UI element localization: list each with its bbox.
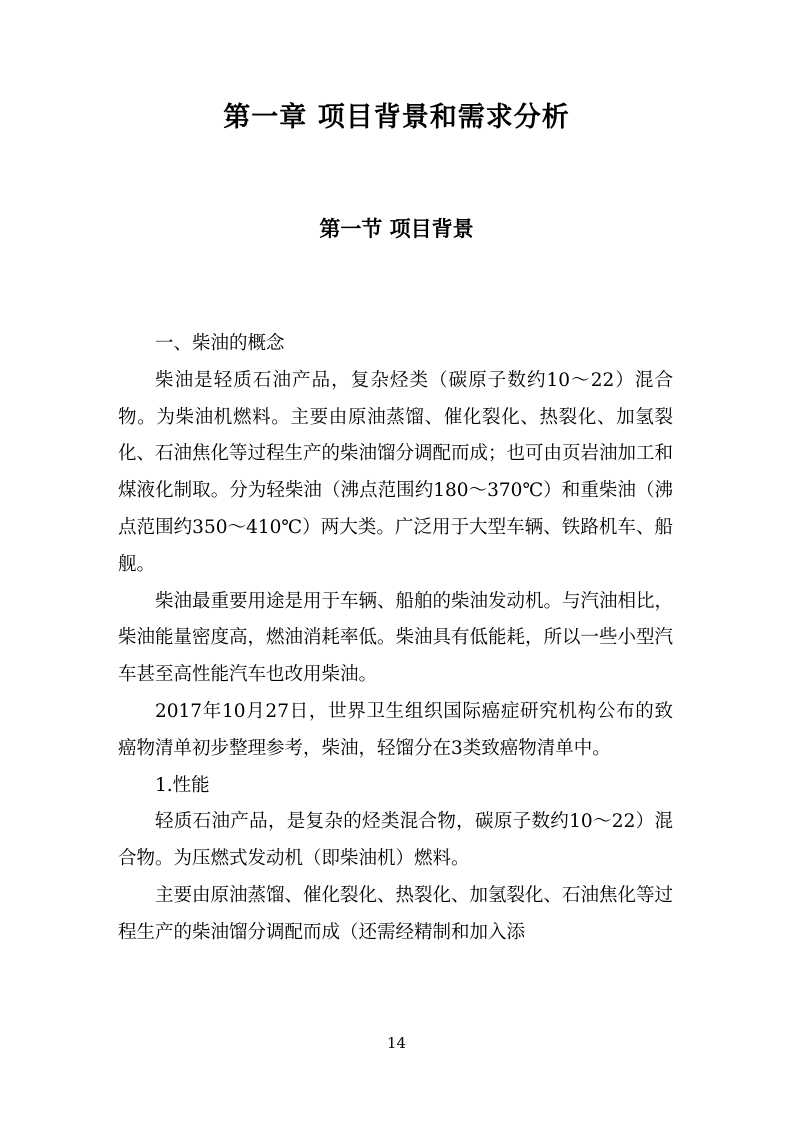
paragraph-carcinogen-list: 2017年10月27日，世界卫生组织国际癌症研究机构公布的致癌物清单初步整理参考，柴油，轻馏分在3类致癌物清单中。 [118,700,673,759]
paragraph-production-process: 主要由原油蒸馏、催化裂化、热裂化、加氢裂化、石油焦化等过程生产的柴油馏分调配而成（还需经精制和加入添 [118,884,674,943]
chapter-title: 第一章 项目背景和需求分析 [223,102,570,133]
paragraph-performance-description: 轻质石油产品，是复杂的烃类混合物，碳原子数约10～22）混合物。为压燃式发动机（即柴油机）燃料。 [118,811,673,870]
subsection-heading-performance: 1.性能 [155,774,210,796]
section-title: 第一节 项目背景 [319,217,474,241]
page-number: 14 [386,1034,407,1052]
paragraph-diesel-usage: 柴油最重要用途是用于车辆、船舶的柴油发动机。与汽油相比，柴油能量密度高，燃油消耗率低。柴油具有低能耗，所以一些小型汽车甚至高性能汽车也改用柴油。 [118,590,674,686]
paragraph-diesel-definition: 柴油是轻质石油产品，复杂烃类（碳原子数约10～22）混合物。为柴油机燃料。主要由原油蒸馏、催化裂化、热裂化、加氢裂化、石油焦化等过程生产的柴油馏分调配而成；也可由页岩油加工和煤液化制取。分为轻柴油（沸点范围约180～370℃）和重柴油（沸点范围约350～410℃）两大类。广泛用于大型车辆、铁路机车、船舰。 [118,369,674,575]
subsection-heading-diesel-concept: 一、柴油的概念 [155,333,285,354]
body-text [118,326,673,952]
